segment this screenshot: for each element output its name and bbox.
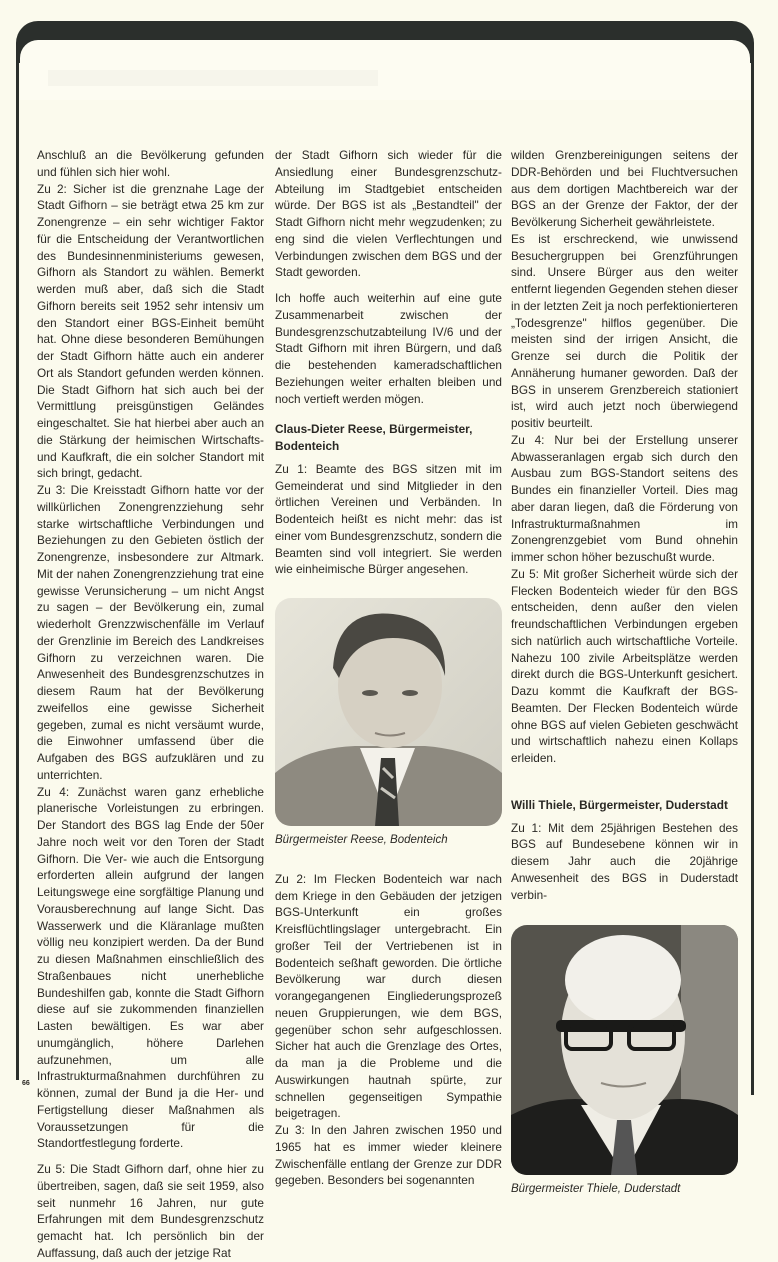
photo-caption: Bürgermeister Thiele, Duderstadt bbox=[511, 1183, 681, 1196]
paragraph: Zu 1: Mit dem 25jährigen Bestehen des BGS auf Bundesebene können wir in diesem Jahr auch die 20jährige Anwesenheit des BGS in Duderstadt verbin- bbox=[511, 820, 738, 902]
paragraph: Zu 5: Mit großer Sicherheit würde sich der Flecken Bodenteich wieder für den BGS entscheiden, denn außer den vielen freundschaftlichen Verbindungen ergeben sich natürlich auch wirtschaftliche Vorteile. Nahezu 100 zivile Arbeitsplätze werden direkt durch die BGS-Unterkunft gesichert. Dazu kommt die Kaufkraft der BGS-Beamten. Der Flecken Bodenteich würde ohne BGS auf vielen Gebieten geschwächt und wirtschaftlich nahezu einen Kollaps erleiden. bbox=[511, 566, 738, 765]
portrait-image bbox=[275, 598, 502, 826]
faded-header-area bbox=[48, 70, 378, 86]
page-frame-left-rule bbox=[16, 50, 19, 1080]
paragraph: Zu 3: In den Jahren zwischen 1950 und 1965 hat es immer wieder kleinere Zwischenfälle entlang der Grenze zur DDR gegeben. Besonders bei sogenannten bbox=[275, 1123, 502, 1188]
paragraph: wilden Grenzbereinigungen seitens der DDR-Behörden und bei Fluchtversuchen aus dem dortigen Machtbereich war der BGS an der Grenze der Faktor, der der Bevölkerung Sicherheit gewährleistete. bbox=[511, 148, 738, 229]
portrait-photo-reese bbox=[275, 598, 502, 826]
paragraph: Zu 4: Zunächst waren ganz erhebliche planerische Vorleistungen zu erbringen. Der Standort des BGS lag Ende der 50er Jahre noch weit vor den Toren der Stadt Gifhorn. Die Ver- wie auch die Entsorgung erforderten allein aufgrund der langen Leitungswege eine sorgfältige Planung und Vorausberechnung auf lange Sicht. Das Wasserwerk und die Kläranlage mußten völlig neu konzipiert werden. Da der Bund zu diesen Maßnahmen einschließlich des Straßenbaues nicht unerhebliche Bundeshilfen gab, konnte die Stadt Gifhorn diese auf sie zukommenden finanziellen Lasten bewältigen. Es war aber unumgänglich, höhere Darlehen aufzunehmen, um alle Infrastrukturmaßnahmen durchführen zu können, zumal der Bund ja die Her- und Fertigstellung dieser Maßnahmen als Voraussetzungen für die Standortfestlegung forderte. bbox=[37, 784, 264, 1151]
paragraph: Zu 4: Nur bei der Erstellung unserer Abwasseranlagen ergab sich durch den Ausbau zum BGS-Standort seitens des Bundes ein finanzieller Vorteil. Dies mag aber daran liegen, daß die Förderung von Infrastrukturmaßnahmen im Zonengrenzgebiet vom Bund ohnehin immer schon höher bezuschußt wurde. bbox=[511, 432, 738, 564]
page-frame-right-rule bbox=[751, 50, 754, 1095]
portrait-photo-thiele bbox=[511, 925, 738, 1175]
paragraph: Zu 3: Die Kreisstadt Gifhorn hatte vor der willkürlichen Zonengrenzziehung sehr starke wirtschaftliche Verbindungen und Beziehungen zu den Gebieten östlich der Zonengrenze, insbesondere zur Altmark. Mit der nahen Zonengrenzziehung trat eine gewisse Verunsicherung – um nicht Angst zu sagen – der Bevölkerung ein, zumal wiederholt Grenzzwischenfälle im Verlauf der Grenzlinie im Bereich des Landkreises Gifhorn zu verzeichnen waren. Die Anwesenheit des Bundesgrenzschutzes in diesem Raum hat der Bevölkerung zweifellos eine gewisse Sicherheit gegeben, zumal es nicht versäumt wurde, die Einwohner umfassend über die Aufgaben des BGS aufzuklären und zu unterrichten. bbox=[37, 483, 264, 782]
paragraph: der Stadt Gifhorn sich wieder für die Ansiedlung einer Bundesgrenzschutz-Abteilung im Stadtgebiet entscheiden würde. Der BGS ist als „Bestandteil" der Stadt Gifhorn nicht mehr wegzudenken; zu eng sind die vielen Verflechtungen und Verbindungen zwischen dem BGS und der Stadt geworden. bbox=[275, 148, 502, 280]
paragraph: Ich hoffe auch weiterhin auf eine gute Zusammenarbeit zwischen der Bundesgrenzschutzabteilung IV/6 und der Stadt Gifhorn mit ihren Bürgern, und daß die bestehenden kameradschaftlichen Beziehungen weiter erhalten bleiben und noch vertieft werden mögen. bbox=[275, 291, 502, 406]
paragraph: Zu 1: Beamte des BGS sitzen mit im Gemeinderat und sind Mitglieder in den örtlichen Vereinen und Verbänden. In Bodenteich heißt es nicht mehr: das ist einer vom Bundesgrenzschutz, sondern die Beamten sind voll integriert. Sie werden wie einheimische Bürger angesehen. bbox=[275, 461, 502, 577]
article-column-1 bbox=[37, 147, 264, 1262]
portrait-image bbox=[511, 925, 738, 1175]
paragraph: Zu 2: Im Flecken Bodenteich war nach dem Kriege in den Gebäuden der jetzigen BGS-Unterkunft ein großes Kreisflüchtlingslager untergebracht. Ein großer Teil der Vertriebenen ist in Bodenteich seßhaft geworden. Die örtliche Bevölkerung war durch diesen vorangegangenen Eingliederungsprozeß neuen Gruppierungen, wie dem BGS, gegenüber schon sehr aufgeschlossen. Sicher hat auch die Grenzlage des Ortes, da man ja die Probleme und die Auswirkungen hautnah spürte, zur schnellen gegenseitigen Sympathie beigetragen. bbox=[275, 871, 502, 1121]
paragraph: Es ist erschreckend, wie unwissend Besuchergruppen bei Grenzführungen sind. Unsere Bürger aus den weiter entfernt liegenden Gegenden stehen dieser in der letzten Zeit ja noch perfektionierteren „Todesgrenze" hilflos gegenüber. Die meisten sind der irrigen Ansicht, die Grenze sei durch die Politik der Annäherung humaner geworden. Daß der BGS in unserem Grenzbereich stationiert ist, wird auch jetzt noch überwiegend positiv beurteilt. bbox=[511, 231, 738, 430]
paragraph: Anschluß an die Bevölkerung gefunden und fühlen sich hier wohl. bbox=[37, 148, 264, 179]
section-heading: Claus-Dieter Reese, Bürgermeister, Bodenteich bbox=[275, 422, 473, 453]
paragraph: Zu 2: Sicher ist die grenznahe Lage der Stadt Gifhorn – sie beträgt etwa 25 km zur Zonengrenze – ein sehr wichtiger Faktor für die Entscheidung der Verantwortlichen des Bundesinnenministeriums gewesen, Gifhorn als Standort zu wählen. Bemerkt werden muß aber, daß sich die Stadt Gifhorn bereits seit 1952 sehr intensiv um den Standort einer BGS-Einheit bemüht hat. Ohne diese besonderen Bemühungen der Stadt Gifhorn hätte auch ein anderer Ort als Standort gefunden werden können. Die Stadt Gifhorn hat sich auch bei der Vermittlung preisgünstigen Geländes eingeschaltet. Sie hat hierbei aber auch an die Stärkung der heimischen Wirtschafts- und Kaufkraft, die ein solcher Standort mit sich bringt, gedacht. bbox=[37, 181, 264, 481]
paragraph: Zu 5: Die Stadt Gifhorn darf, ohne hier zu übertreiben, sagen, daß sie seit 1959, also seit nunmehr 16 Jahren, nur gute Erfahrungen mit dem Bundesgrenzschutz gemacht hat. Ich persönlich bin der Auffassung, daß auch der jetzige Rat bbox=[37, 1162, 264, 1260]
page-number: 66 bbox=[22, 1080, 30, 1087]
photo-caption: Bürgermeister Reese, Bodenteich bbox=[275, 834, 448, 846]
article-column-3 bbox=[511, 147, 738, 1198]
section-heading: Willi Thiele, Bürgermeister, Duderstadt bbox=[511, 797, 728, 812]
article-column-2 bbox=[275, 147, 502, 1189]
